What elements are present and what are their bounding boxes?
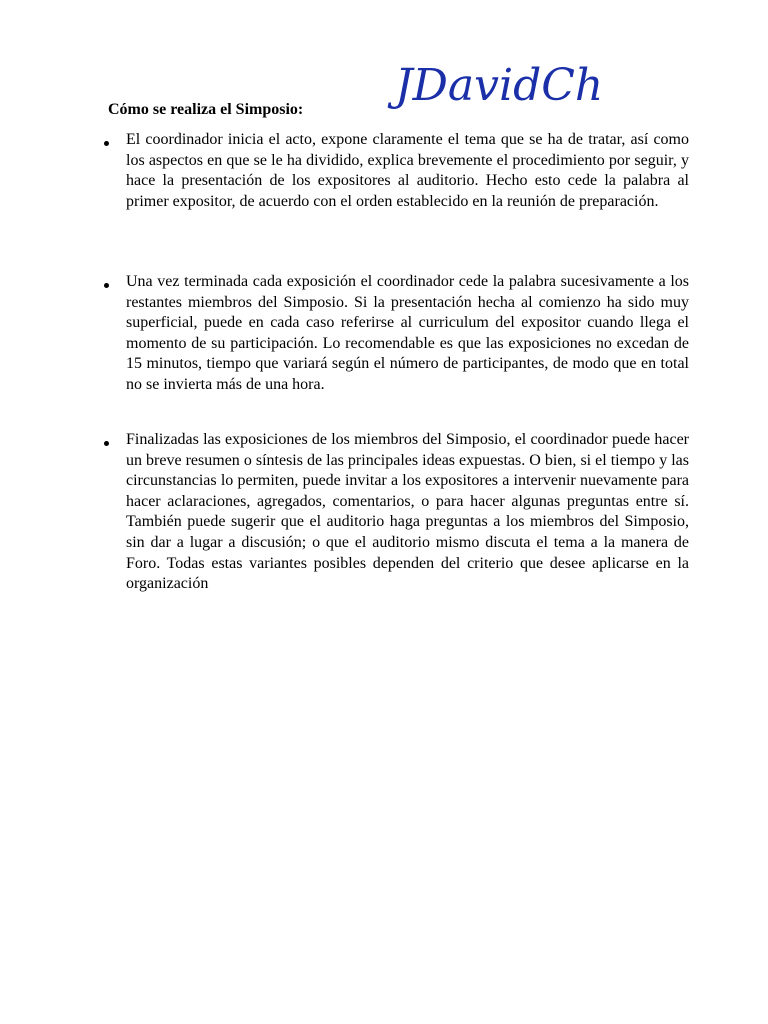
section-heading-text: Cómo se realiza el Simposio [108, 101, 298, 118]
list-item [126, 430, 689, 595]
section-heading [108, 99, 303, 121]
handwritten-signature [393, 58, 604, 118]
list-item [126, 130, 689, 212]
list-item-text: Una vez terminada cada exposición el coordinador cede la palabra sucesivamente a los restantes miembros del Simposio. Si la presentación hecha al comienzo ha sido muy superficial, puede en cada caso referirse al curriculum del expositor cuando llega el momento de su participación. Lo recomendable es que las exposiciones no excedan de 15 minutos, tiempo que variará según el número de participantes, de modo que en total no se invierta más de una hora. [126, 273, 689, 393]
list-item-text: Finalizadas las exposiciones de los miembros del Simposio, el coordinador puede hacer un breve resumen o síntesis de las principales ideas expuestas. O bien, si el tiempo y las circunstancias lo permiten, puede invitar a los expositores a intervenir nuevamente para hacer aclaraciones, agregados, comentarios, o para hacer algunas preguntas entre sí. También puede sugerir que el auditorio haga preguntas a los miembros del Simposio, sin dar a lugar a discusión; o que el auditorio mismo discuta el tema a la manera de Foro. Todas estas variantes posibles dependen del criterio que desee aplicarse en la organización [126, 431, 689, 593]
bullet-icon [104, 141, 109, 146]
list-item-text: El coordinador inicia el acto, expone claramente el tema que se ha de tratar, así como los aspectos en que se le ha dividido, explica brevemente el procedimiento por seguir, y hace la presentación de los expositores al auditorio. Hecho esto cede la palabra al primer expositor, de acuerdo con el orden establecido en la reunión de preparación. [126, 131, 689, 210]
bullet-icon [104, 441, 109, 446]
list-item [126, 272, 689, 396]
heading-colon: : [297, 101, 304, 118]
bullet-icon [104, 283, 109, 288]
signature-text: JDavidCh [395, 60, 604, 111]
